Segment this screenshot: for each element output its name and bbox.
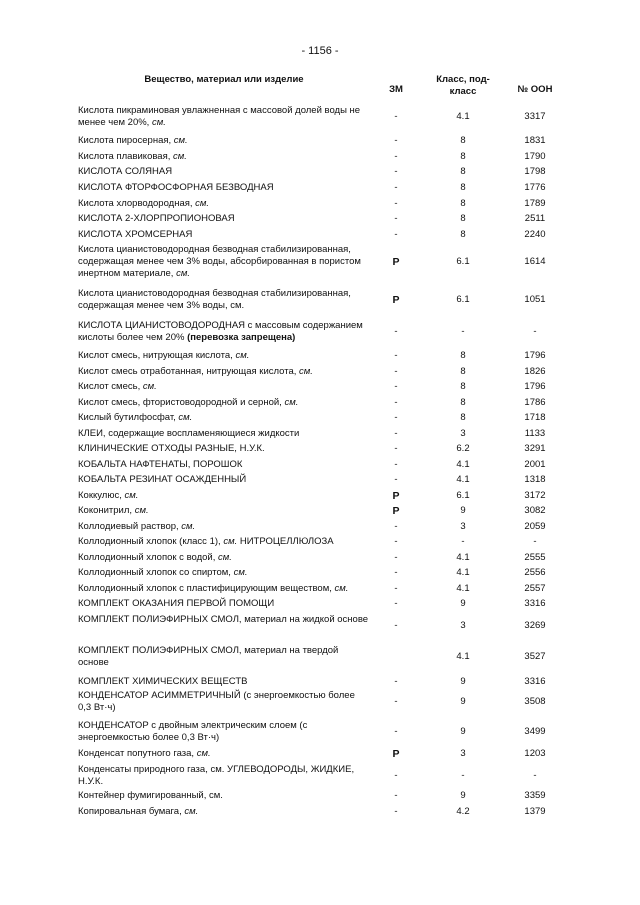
class-cell: 8: [460, 229, 466, 240]
zm-cell: -: [394, 166, 398, 177]
substance-name: [78, 764, 370, 788]
substance-name-part: Кислот смесь отработанная, нитрующая кислота,: [78, 366, 300, 377]
un-number-cell: 1718: [524, 412, 546, 423]
substance-name-part: Коллодионный хлопок со спиртом,: [78, 567, 234, 578]
substance-name-part: см.: [124, 490, 139, 501]
class-cell: 9: [460, 598, 466, 609]
substance-name-part: см.: [195, 198, 210, 209]
substance-name: [78, 213, 370, 225]
substance-name: [78, 806, 370, 818]
zm-cell: P: [392, 748, 400, 760]
substance-name-part: см.: [176, 268, 190, 279]
substance-name: [78, 198, 370, 210]
substance-name-part: см.: [173, 151, 187, 162]
substance-name: [78, 381, 370, 393]
class-cell: 4.1: [456, 552, 470, 563]
class-cell: 6.1: [456, 490, 470, 501]
substance-name-part: Коллодиевый раствор,: [78, 521, 182, 532]
substance-name-part: КИСЛОТА 2-ХЛОРПРОПИОНОВАЯ: [78, 213, 235, 224]
zm-cell: P: [392, 490, 400, 502]
substance-name-part: Кислот смесь, фтористоводородной и серной,: [78, 397, 285, 408]
un-number-cell: -: [533, 536, 537, 547]
class-cell: 4.1: [456, 583, 470, 594]
class-cell: -: [461, 770, 465, 781]
zm-cell: -: [394, 326, 398, 337]
un-number-cell: 3082: [524, 505, 546, 516]
class-cell: 6.1: [456, 256, 470, 267]
substance-name-part: КОБАЛЬТА НАФТЕНАТЫ, ПОРОШОК: [78, 459, 243, 470]
un-number-cell: 2059: [524, 521, 546, 532]
substance-name-part: КИСЛОТА ФТОРФОСФОРНАЯ БЕЗВОДНАЯ: [78, 182, 274, 193]
substance-name-part: КОМПЛЕКТ ПОЛИЭФИРНЫХ СМОЛ, материал на твердой основе: [78, 645, 339, 668]
class-cell: 8: [460, 213, 466, 224]
class-cell: 3: [460, 521, 466, 532]
class-cell: 8: [460, 182, 466, 193]
zm-cell: -: [394, 806, 398, 817]
un-number-cell: 1614: [524, 256, 546, 267]
substance-name-part: см.: [299, 366, 313, 377]
substance-name-part: КИСЛОТА СОЛЯНАЯ: [78, 166, 173, 177]
class-cell: 4.1: [456, 567, 470, 578]
substance-name-part: Кислота хлорводородная,: [78, 198, 196, 209]
substance-name: [78, 676, 370, 688]
un-number-cell: 1826: [524, 366, 546, 377]
zm-cell: P: [392, 256, 400, 268]
substance-name-part: Коллодионный хлопок с водой,: [78, 552, 218, 563]
zm-cell: -: [394, 521, 398, 532]
substance-name-part: Кислота пиросерная,: [78, 135, 174, 146]
substance-name-part: НИТРОЦЕЛЛЮЛОЗА: [237, 536, 334, 547]
substance-name: [78, 474, 370, 486]
un-number-cell: 3499: [524, 726, 546, 737]
substance-name-part: Коллодионный хлопок (класс 1),: [78, 536, 224, 547]
substance-name: [78, 412, 370, 424]
substance-name-part: (перевозка запрещена): [187, 332, 296, 343]
substance-name: [78, 598, 370, 610]
class-cell: 6.1: [456, 294, 470, 305]
class-cell: 9: [460, 505, 466, 516]
substance-name-part: см.: [178, 412, 193, 423]
class-cell: 8: [460, 412, 466, 423]
class-cell: 9: [460, 726, 466, 737]
class-cell: 8: [460, 135, 466, 146]
zm-cell: -: [394, 459, 398, 470]
substance-name: [78, 366, 370, 378]
substance-name-part: КОНДЕНСАТОР с двойным электрическим слоем (с энергоемкостью более 0,3 Вт·ч): [78, 720, 308, 743]
un-number-cell: 1203: [524, 748, 546, 759]
class-cell: 8: [460, 198, 466, 209]
page-number: - 1156 -: [301, 45, 339, 57]
column-header-zm: ЗМ: [389, 84, 403, 95]
class-cell: 3: [460, 748, 466, 759]
substance-name-part: Кислота цианистоводородная безводная стабилизированная, содержащая менее чем 3% воды, абсорбированная в пористом инертном материале,: [78, 244, 361, 279]
substance-name: [78, 443, 370, 455]
substance-name-part: Кислота цианистоводородная безводная стабилизированная, содержащая менее чем 3% воды, см.: [78, 288, 351, 311]
substance-name-part: см.: [196, 748, 211, 759]
zm-cell: -: [394, 182, 398, 193]
zm-cell: -: [394, 598, 398, 609]
un-number-cell: 1831: [524, 135, 546, 146]
un-number-cell: 2001: [524, 459, 546, 470]
zm-cell: -: [394, 111, 398, 122]
un-number-cell: 3317: [524, 111, 546, 122]
class-cell: 4.1: [456, 111, 470, 122]
substance-name-part: КОБАЛЬТА РЕЗИНАТ ОСАЖДЕННЫЙ: [78, 474, 247, 485]
zm-cell: P: [392, 505, 400, 517]
substance-name: [78, 552, 370, 564]
zm-cell: -: [394, 726, 398, 737]
class-cell: 8: [460, 166, 466, 177]
un-number-cell: 1776: [524, 182, 546, 193]
un-number-cell: 3527: [524, 651, 546, 662]
substance-name-part: Кислот смесь,: [78, 381, 143, 392]
substance-name: [78, 790, 370, 802]
substance-name-part: Контейнер фумигированный, см.: [78, 790, 223, 801]
zm-cell: -: [394, 474, 398, 485]
substance-name: [78, 288, 370, 312]
substance-name-part: см.: [184, 806, 199, 817]
class-cell: 4.1: [456, 651, 470, 662]
substance-name-part: Кислот смесь, нитрующая кислота,: [78, 350, 236, 361]
zm-cell: -: [394, 583, 398, 594]
zm-cell: -: [394, 412, 398, 423]
substance-name-part: Копировальная бумага,: [78, 806, 185, 817]
substance-name: [78, 505, 370, 517]
zm-cell: -: [394, 552, 398, 563]
substance-name: [78, 151, 370, 163]
substance-name-part: см.: [142, 381, 157, 392]
substance-name: [78, 350, 370, 362]
un-number-cell: 1786: [524, 397, 546, 408]
un-number-cell: 1318: [524, 474, 546, 485]
substance-name-part: см.: [173, 135, 188, 146]
substance-name-part: КЛИНИЧЕСКИЕ ОТХОДЫ РАЗНЫЕ, Н.У.К.: [78, 443, 265, 454]
substance-name-part: см.: [218, 552, 232, 563]
substance-name: [78, 397, 370, 409]
substance-name-part: КИСЛОТА ЦИАНИСТОВОДОРОДНАЯ с массовым содержанием кислоты более чем 20%: [78, 320, 363, 343]
zm-cell: P: [392, 294, 400, 306]
substance-name: [78, 182, 370, 194]
zm-cell: -: [394, 770, 398, 781]
substance-name-part: см.: [151, 117, 166, 128]
zm-cell: -: [394, 229, 398, 240]
substance-name: [78, 536, 370, 548]
un-number-cell: 1379: [524, 806, 546, 817]
substance-name-part: Коллодионный хлопок с пластифицирующим веществом,: [78, 583, 335, 594]
un-number-cell: 1133: [524, 428, 546, 439]
un-number-cell: 1798: [524, 166, 546, 177]
zm-cell: -: [394, 213, 398, 224]
substance-name: [78, 567, 370, 579]
zm-cell: -: [394, 443, 398, 454]
class-cell: 3: [460, 428, 466, 439]
substance-name: [78, 748, 370, 760]
class-cell: 9: [460, 696, 466, 707]
un-number-cell: 1051: [524, 294, 546, 305]
substance-name: [78, 320, 370, 344]
un-number-cell: 3269: [524, 620, 546, 631]
zm-cell: -: [394, 381, 398, 392]
substance-name-part: Кислота пикраминовая увлажненная с массовой долей воды не менее чем 20%,: [78, 105, 361, 128]
class-cell: 9: [460, 676, 466, 687]
class-cell: 9: [460, 790, 466, 801]
un-number-cell: 3316: [524, 598, 546, 609]
un-number-cell: 2556: [524, 567, 546, 578]
un-number-cell: 2557: [524, 583, 546, 594]
un-number-cell: 1796: [524, 350, 546, 361]
substance-name: [78, 614, 370, 626]
class-cell: 3: [460, 620, 466, 631]
substance-name: [78, 690, 370, 714]
substance-name: [78, 229, 370, 241]
substance-name: [78, 720, 370, 744]
zm-cell: -: [394, 567, 398, 578]
zm-cell: -: [394, 536, 398, 547]
class-cell: 8: [460, 397, 466, 408]
class-cell: -: [461, 326, 465, 337]
zm-cell: -: [394, 397, 398, 408]
column-header-un-number: № ООН: [517, 84, 553, 95]
substance-name: [78, 105, 370, 129]
un-number-cell: 2511: [524, 213, 546, 224]
class-cell: 4.2: [456, 806, 470, 817]
class-cell: 8: [460, 381, 466, 392]
substance-name: [78, 244, 370, 280]
substance-name: [78, 583, 370, 595]
class-cell: 4.1: [456, 459, 470, 470]
substance-name: [78, 428, 370, 440]
column-header-substance: Вещество, материал или изделие: [144, 74, 304, 85]
substance-name-part: КЛЕИ, содержащие воспламеняющиеся жидкости: [78, 428, 300, 439]
class-cell: 4.1: [456, 474, 470, 485]
zm-cell: -: [394, 366, 398, 377]
substance-name-part: Коконитрил,: [78, 505, 135, 516]
un-number-cell: 3359: [524, 790, 546, 801]
un-number-cell: 1790: [524, 151, 546, 162]
substance-name-part: КИСЛОТА ХРОМСЕРНАЯ: [78, 229, 193, 240]
substance-name-part: см.: [223, 536, 238, 547]
un-number-cell: 3291: [524, 443, 546, 454]
column-header-class: Класс, под-класс: [436, 74, 490, 97]
substance-name-part: см.: [334, 583, 349, 594]
class-cell: 6.2: [456, 443, 470, 454]
substance-name: [78, 135, 370, 147]
substance-name-part: Конденсаты природного газа, см. УГЛЕВОДОРОДЫ, ЖИДКИЕ, Н.У.К.: [78, 764, 355, 787]
zm-cell: -: [394, 350, 398, 361]
substance-name-part: КОМПЛЕКТ ОКАЗАНИЯ ПЕРВОЙ ПОМОЩИ: [78, 598, 275, 609]
un-number-cell: 3316: [524, 676, 546, 687]
zm-cell: -: [394, 620, 398, 631]
un-number-cell: 3508: [524, 696, 546, 707]
substance-name: [78, 490, 370, 502]
class-cell: 8: [460, 350, 466, 361]
substance-name-part: см.: [233, 567, 248, 578]
class-cell: 8: [460, 366, 466, 377]
substance-name-part: см.: [284, 397, 299, 408]
zm-cell: -: [394, 428, 398, 439]
substance-name-part: см.: [235, 350, 250, 361]
un-number-cell: 2555: [524, 552, 546, 563]
un-number-cell: -: [533, 326, 537, 337]
substance-name: [78, 459, 370, 471]
substance-name-part: см.: [181, 521, 196, 532]
substance-name-part: Коккулюс,: [78, 490, 125, 501]
substance-name-part: Кислота плавиковая,: [78, 151, 173, 162]
zm-cell: -: [394, 151, 398, 162]
substance-name-part: КОМПЛЕКТ ХИМИЧЕСКИХ ВЕЩЕСТВ: [78, 676, 248, 687]
substance-name-part: Конденсат попутного газа,: [78, 748, 197, 759]
zm-cell: -: [394, 198, 398, 209]
substance-name: [78, 166, 370, 178]
zm-cell: -: [394, 696, 398, 707]
substance-name-part: см.: [134, 505, 149, 516]
un-number-cell: 1789: [524, 198, 546, 209]
un-number-cell: -: [533, 770, 537, 781]
zm-cell: -: [394, 135, 398, 146]
zm-cell: -: [394, 790, 398, 801]
substance-name-part: Кислый бутилфосфат,: [78, 412, 179, 423]
substance-name: [78, 645, 370, 669]
substance-name-part: КОМПЛЕКТ ПОЛИЭФИРНЫХ СМОЛ, материал на жидкой основе: [78, 614, 369, 625]
class-cell: -: [461, 536, 465, 547]
un-number-cell: 2240: [524, 229, 546, 240]
un-number-cell: 1796: [524, 381, 546, 392]
substance-name: [78, 521, 370, 533]
un-number-cell: 3172: [524, 490, 546, 501]
substance-name-part: КОНДЕНСАТОР АСИММЕТРИЧНЫЙ (с энергоемкостью более 0,3 Вт·ч): [78, 690, 355, 713]
zm-cell: -: [394, 676, 398, 687]
class-cell: 8: [460, 151, 466, 162]
